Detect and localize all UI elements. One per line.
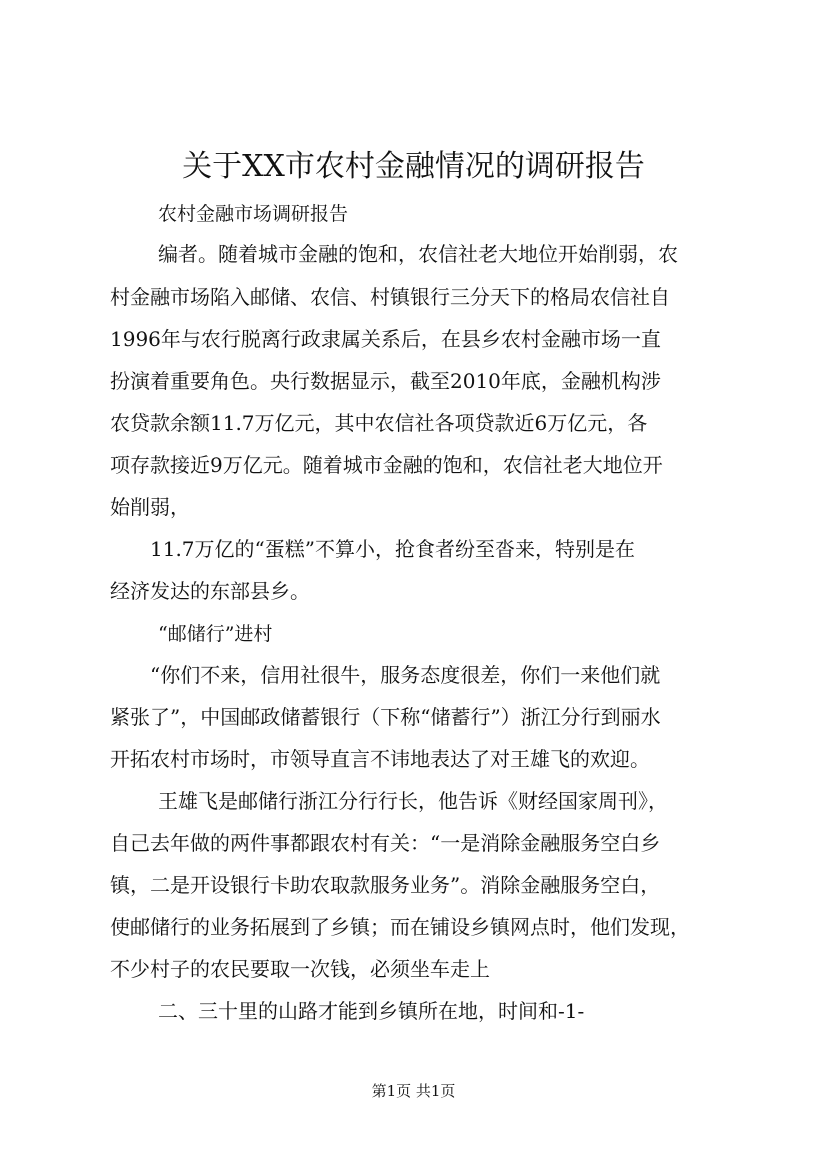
paragraph-line: 农贷款余额11.7万亿元，其中农信社各项贷款近6万亿元，各	[110, 411, 648, 435]
paragraph-line: 王雄飞是邮储行浙江分行行长，他告诉《财经国家周刊》，	[158, 789, 668, 813]
paragraph-line: 使邮储行的业务拓展到了乡镇；而在铺设乡镇网点时，他们发现，	[110, 915, 690, 939]
paragraph-line: 开拓农村市场时，市领导直言不讳地表达了对王雄飞的欢迎。	[110, 747, 650, 771]
paragraph-line: “你们不来，信用社很牛，服务态度很差，你们一来他们就	[150, 663, 661, 687]
paragraph-line: 始削弱，	[110, 495, 190, 519]
section-heading: “邮储行”进村	[158, 623, 273, 645]
paragraph-line: 二、三十里的山路才能到乡镇所在地，时间和-1-	[158, 999, 585, 1023]
paragraph-line: 不少村子的农民要取一次钱，必须坐车走上	[110, 957, 490, 981]
page-number-footer: 第1页 共1页	[371, 1082, 456, 1100]
paragraph-line: 紧张了”，中国邮政储蓄银行（下称“储蓄行”）浙江分行到丽水	[110, 705, 661, 729]
paragraph-line: 经济发达的东部县乡。	[110, 579, 310, 603]
document-title: 关于XX市农村金融情况的调研报告	[182, 149, 645, 184]
paragraph-line: 项存款接近9万亿元。随着城市金融的饱和，农信社老大地位开	[110, 453, 663, 477]
paragraph-line: 1996年与农行脱离行政隶属关系后，在县乡农村金融市场一直	[110, 327, 661, 351]
paragraph-line: 扮演着重要角色。央行数据显示，截至2010年底，金融机构涉	[110, 369, 661, 393]
paragraph-line: 编者。随着城市金融的饱和，农信社老大地位开始削弱，农	[158, 242, 678, 266]
subtitle-line: 农村金融市场调研报告	[158, 203, 349, 225]
paragraph-line: 自己去年做的两件事都跟农村有关：“一是消除金融服务空白乡	[110, 831, 661, 855]
paragraph-line: 镇，二是开设银行卡助农取款服务业务”。消除金融服务空白，	[110, 873, 661, 897]
paragraph-line: 村金融市场陷入邮储、农信、村镇银行三分天下的格局农信社自	[110, 285, 670, 309]
paragraph-line: 11.7万亿的“蛋糕”不算小，抢食者纷至沓来，特别是在	[150, 537, 635, 561]
